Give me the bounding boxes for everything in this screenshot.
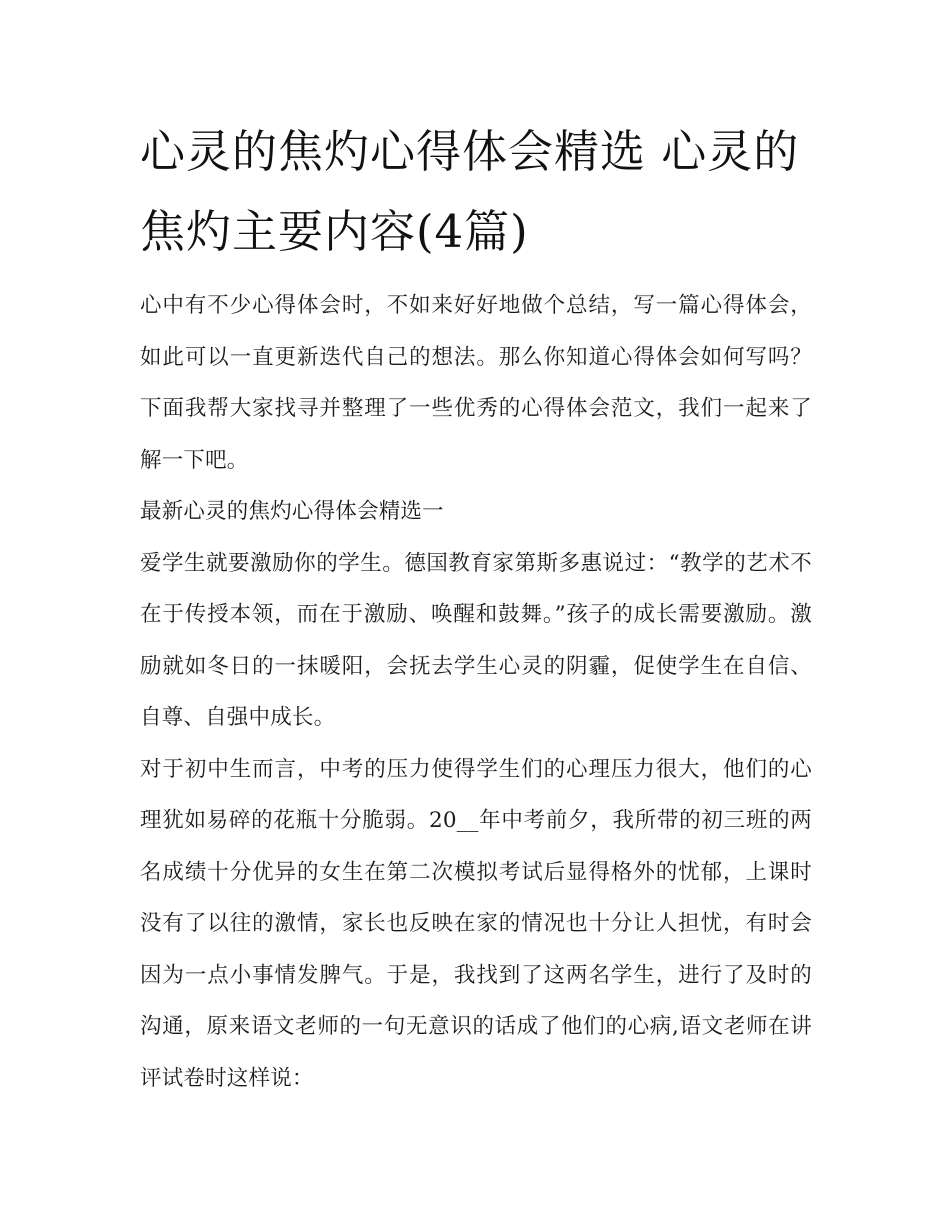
document-body (140, 280, 812, 1104)
body-paragraph: 爱学生就要激励你的学生。德国教育家第斯多惠说过：“教学的艺术不在于传授本领，而在于激励、唤醒和鼓舞。”孩子的成长需要激励。激励就如冬日的一抹暖阳，会抚去学生心灵的阴霾，促使学生在自信、自尊、自强中成长。 (140, 550, 812, 730)
section-heading: 最新心灵的焦灼心得体会精选一 (140, 499, 444, 524)
intro-paragraph: 心中有不少心得体会时，不如来好好地做个总结，写一篇心得体会，如此可以一直更新迭代自己的想法。那么你知道心得体会如何写吗？下面我帮大家找寻并整理了一些优秀的心得体会范文，我们一起来了解一下吧。 (140, 293, 812, 473)
document-title: 心灵的焦灼心得体会精选 心灵的焦灼主要内容(4篇) (140, 125, 800, 258)
body-paragraph: 对于初中生而言，中考的压力使得学生们的心理压力很大，他们的心理犹如易碎的花瓶十分脆弱。20__年中考前夕，我所带的初三班的两名成绩十分优异的女生在第二次模拟考试后显得格外的忧郁，上课时没有了以往的激情，家长也反映在家的情况也十分让人担忧，有时会因为一点小事情发脾气。于是，我找到了这两名学生，进行了及时的沟通，原来语文老师的一句无意识的话成了他们的心病,语文老师在讲评试卷时这样说： (140, 756, 812, 1091)
